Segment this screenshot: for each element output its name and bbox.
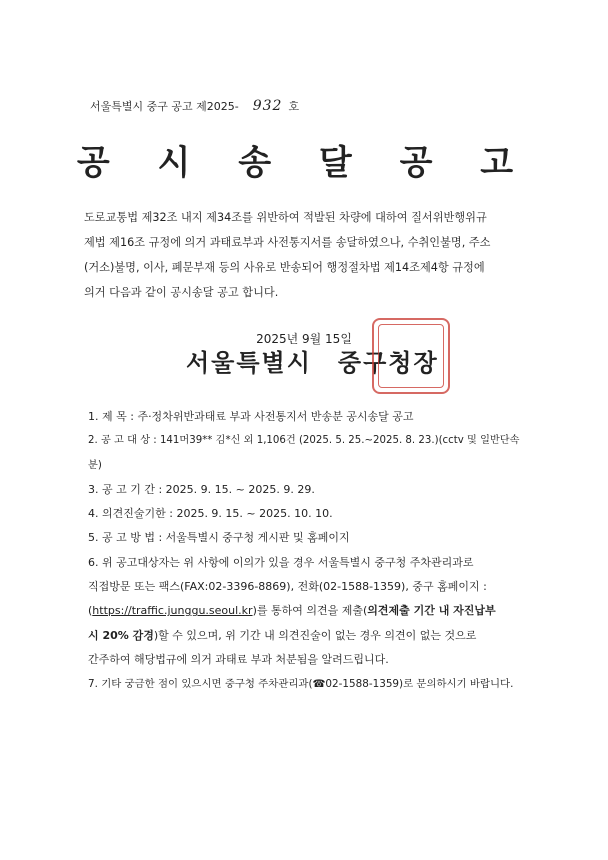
- discount-note: 의견제출 기간 내 자진납부: [367, 604, 496, 618]
- homepage-link[interactable]: https://traffic.junggu.seoul.kr: [92, 604, 253, 618]
- intro-line: 도로교통법 제32조 내지 제34조를 위반하여 적발된 차량에 대하여 질서위반행위규: [84, 211, 487, 224]
- list-item-continued: [88, 624, 528, 648]
- intro-line: (거소)불명, 이사, 폐문부재 등의 사유로 반송되어 행정절차법 제14조제4항 규정에: [84, 261, 485, 274]
- list-item: 1. 제 목 : 주·정차위반과태료 부과 사전통지서 반송분 공시송달 공고: [88, 410, 414, 423]
- intro-line: 의거 다음과 같이 공시송달 공고 합니다.: [84, 286, 279, 299]
- notice-date: 2025년 9월 15일: [256, 332, 352, 346]
- seal-inner-border: [378, 324, 444, 388]
- intro-line: 제법 제16조 규정에 의거 과태료부과 사전통지서를 송달하였으나, 수취인불명, 주소: [84, 236, 491, 249]
- submit-text: )를 통하여 의견을 제출(: [252, 604, 368, 618]
- list-item-continued: 간주하여 해당법규에 의거 과태료 부과 처분됨을 알려드립니다.: [88, 652, 389, 666]
- discount-note-cont: 시 20% 감경: [88, 628, 154, 642]
- ref-number-handwritten: 932: [252, 98, 283, 114]
- list-item: 2. 공 고 대 상 : 141머39** 김*신 외 1,106건 (2025. 5. 25.~2025. 8. 23.)(cctv 및 일반단속분): [88, 435, 520, 471]
- list-item-continued: [88, 599, 528, 623]
- list-item: 3. 공 고 기 간 : 2025. 9. 15. ~ 2025. 9. 29.: [88, 482, 315, 496]
- list-item: 7. 기타 궁금한 점이 있으시면 중구청 주차관리과(☎02-1588-1359)로 문의하시기 바랍니다.: [88, 678, 514, 691]
- ref-suffix: 호: [288, 100, 300, 113]
- list-item: 4. 의견진술기한 : 2025. 9. 15. ~ 2025. 10. 10.: [88, 507, 333, 521]
- ref-prefix: 서울특별시 중구 공고 제2025-: [90, 100, 239, 113]
- signer-office: 중구청장: [337, 349, 439, 377]
- page-title: 공 시 송 달 공 고: [76, 143, 532, 183]
- intro-paragraph: [84, 205, 524, 305]
- list-item: 6. 위 공고대상자는 위 사항에 이의가 있을 경우 서울특별시 중구청 주차관리과로: [88, 555, 474, 569]
- list-item-continued: 직접방문 또는 팩스(FAX:02-3396-8869), 전화(02-1588-1359), 중구 홈페이지 :: [88, 580, 487, 594]
- list-item: 5. 공 고 방 법 : 서울특별시 중구청 게시판 및 홈페이지: [88, 531, 350, 545]
- reference-number: [90, 98, 299, 114]
- signer-city: 서울특별시: [186, 349, 312, 377]
- official-seal: [372, 318, 450, 394]
- paren-open: (: [88, 604, 93, 618]
- submit-text-cont: )할 수 있으며, 위 기간 내 의견진술이 없는 경우 의견이 없는 것으로: [153, 628, 477, 642]
- notice-items: [88, 405, 528, 697]
